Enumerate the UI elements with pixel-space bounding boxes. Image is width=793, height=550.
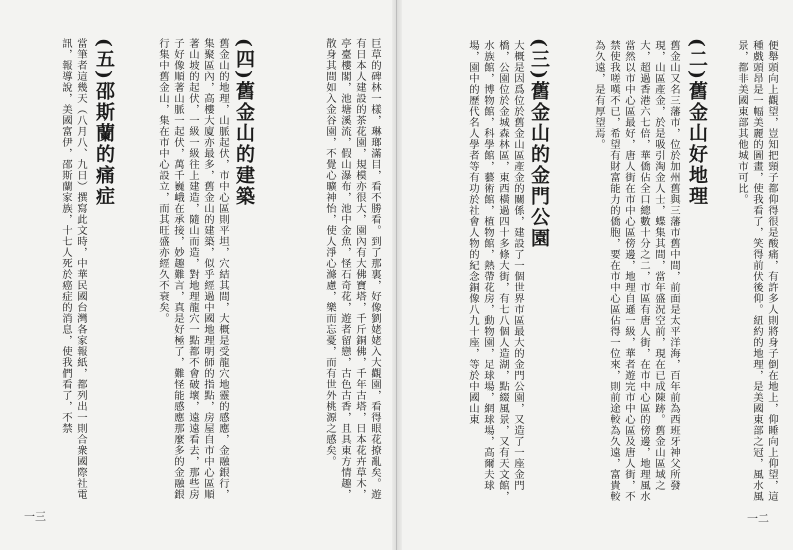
section4-body: 舊金山的地理，山脈起伏，市中心區則平坦，穴結其間，大概是受龍穴地靈的感應，金融銀行，集聚區內，高樓大廈亦最多，舊金山的建築，似乎經過中國地理明師的指點，房屋自市中心區順著山坡的起伏，一級一級往上建造，隨山而造，對地理龍穴一點都不會破壞，遠遠看去，那些房子好像順著山脈一起伏，萬千巍峨在承接，妙趣難言，真是好極了，難怪能感應那麼多的金融銀行集中舊金山，集在市中心設立，而其旺盛亦經久不衰矣。 xyxy=(157,38,229,500)
section2-heading: (二)舊金山好地理 xyxy=(686,38,708,207)
section5-body: 當筆者這幾天（八月八、九日）撰寫此文時，中華民國台灣各家報紙，都列出一則合衆國際社電訊，報導說，美國富伊，邵斯蘭家族，十七人死於癌症的消息，使我們看了，不禁 xyxy=(60,38,87,500)
section2-body: 舊金山又名三藩市，位於加州舊與三藩市舊中間，前面是太平洋海，百年前為西班牙神父所發現，山區產金，於是吸引淘金人士，蝶集其間，當年盛況空前，現在已成陳跡。舊金山區域之大，超過香港六七倍，華僑佔全口總數十分之二，市區有唐人街，在市中心區的傍邊，地理風水當然以市中心區最好，唐人街在市中心區傍邊，地理自遜一級，華者遊完市中心區及唐人街，不禁使我嗟嘆不已，希望有財富能力的僑胞，要在市中心區佔得一位來，則前途較為久遠，富貴較為久遠，是有厚望焉。 xyxy=(593,40,680,502)
section3-body: 大概是因爲位於舊金山區產金的關係，建設了一個世界市區最大的金門公園，又造了一座金門橋，公園位於金城森林區，東西橫過四十多條大街，有七八個人造湖，點綴風景，又有天文館，水族館，博物館，科學館，藝術館，植物館，熱帶花房，動物園，足球場，網球場，高爾夫球場，園中的歷代名人學者等有功於社會人物的紀念銅像八九十座，等於中國山東 xyxy=(467,40,524,502)
right-page-number: 一二 xyxy=(747,512,769,525)
left-top-text: 巨草的碑林一樣，琳瑯滿目，看不勝看。到了那裏，好像劉姥姥入大觀園，看得眼花撩亂矣。遊有日本人建設的茶花園，規模亦很大，園內有大佛寶塔，千斤銅佛，千年古塔，日本花卉草木，亭臺樓閣，池塘溪流，假山瀑布，池中金魚，怪石奇花，遊者留戀，古色古香，且具東方情趣，散身其間如入金谷園，不覺心曠神怡，使人淨心滌慮，樂而忘憂，而有世外桃源之感矣。 xyxy=(324,38,381,500)
left-page-number: 一三 xyxy=(24,510,46,523)
section4-heading: (四)舊金山的建築 xyxy=(233,38,255,207)
right-page xyxy=(397,0,793,550)
section3-heading: (三)舊金山的金門公園 xyxy=(528,38,550,249)
right-top-text: 便舉頭向上觀望，豈知把頸子都仰得很是酸痛，有許多人則將身子倒在地上，仰睡向上仰望，這種戲頭昂是一幅美麗的圖畫，使我看了，笑得前伏後仰。紐約的地理，是美國東部之冠，風水風景，都非美國東部其他城市可比。 xyxy=(736,40,778,502)
section5-heading: (五)邵斯蘭的痛症 xyxy=(93,38,115,207)
